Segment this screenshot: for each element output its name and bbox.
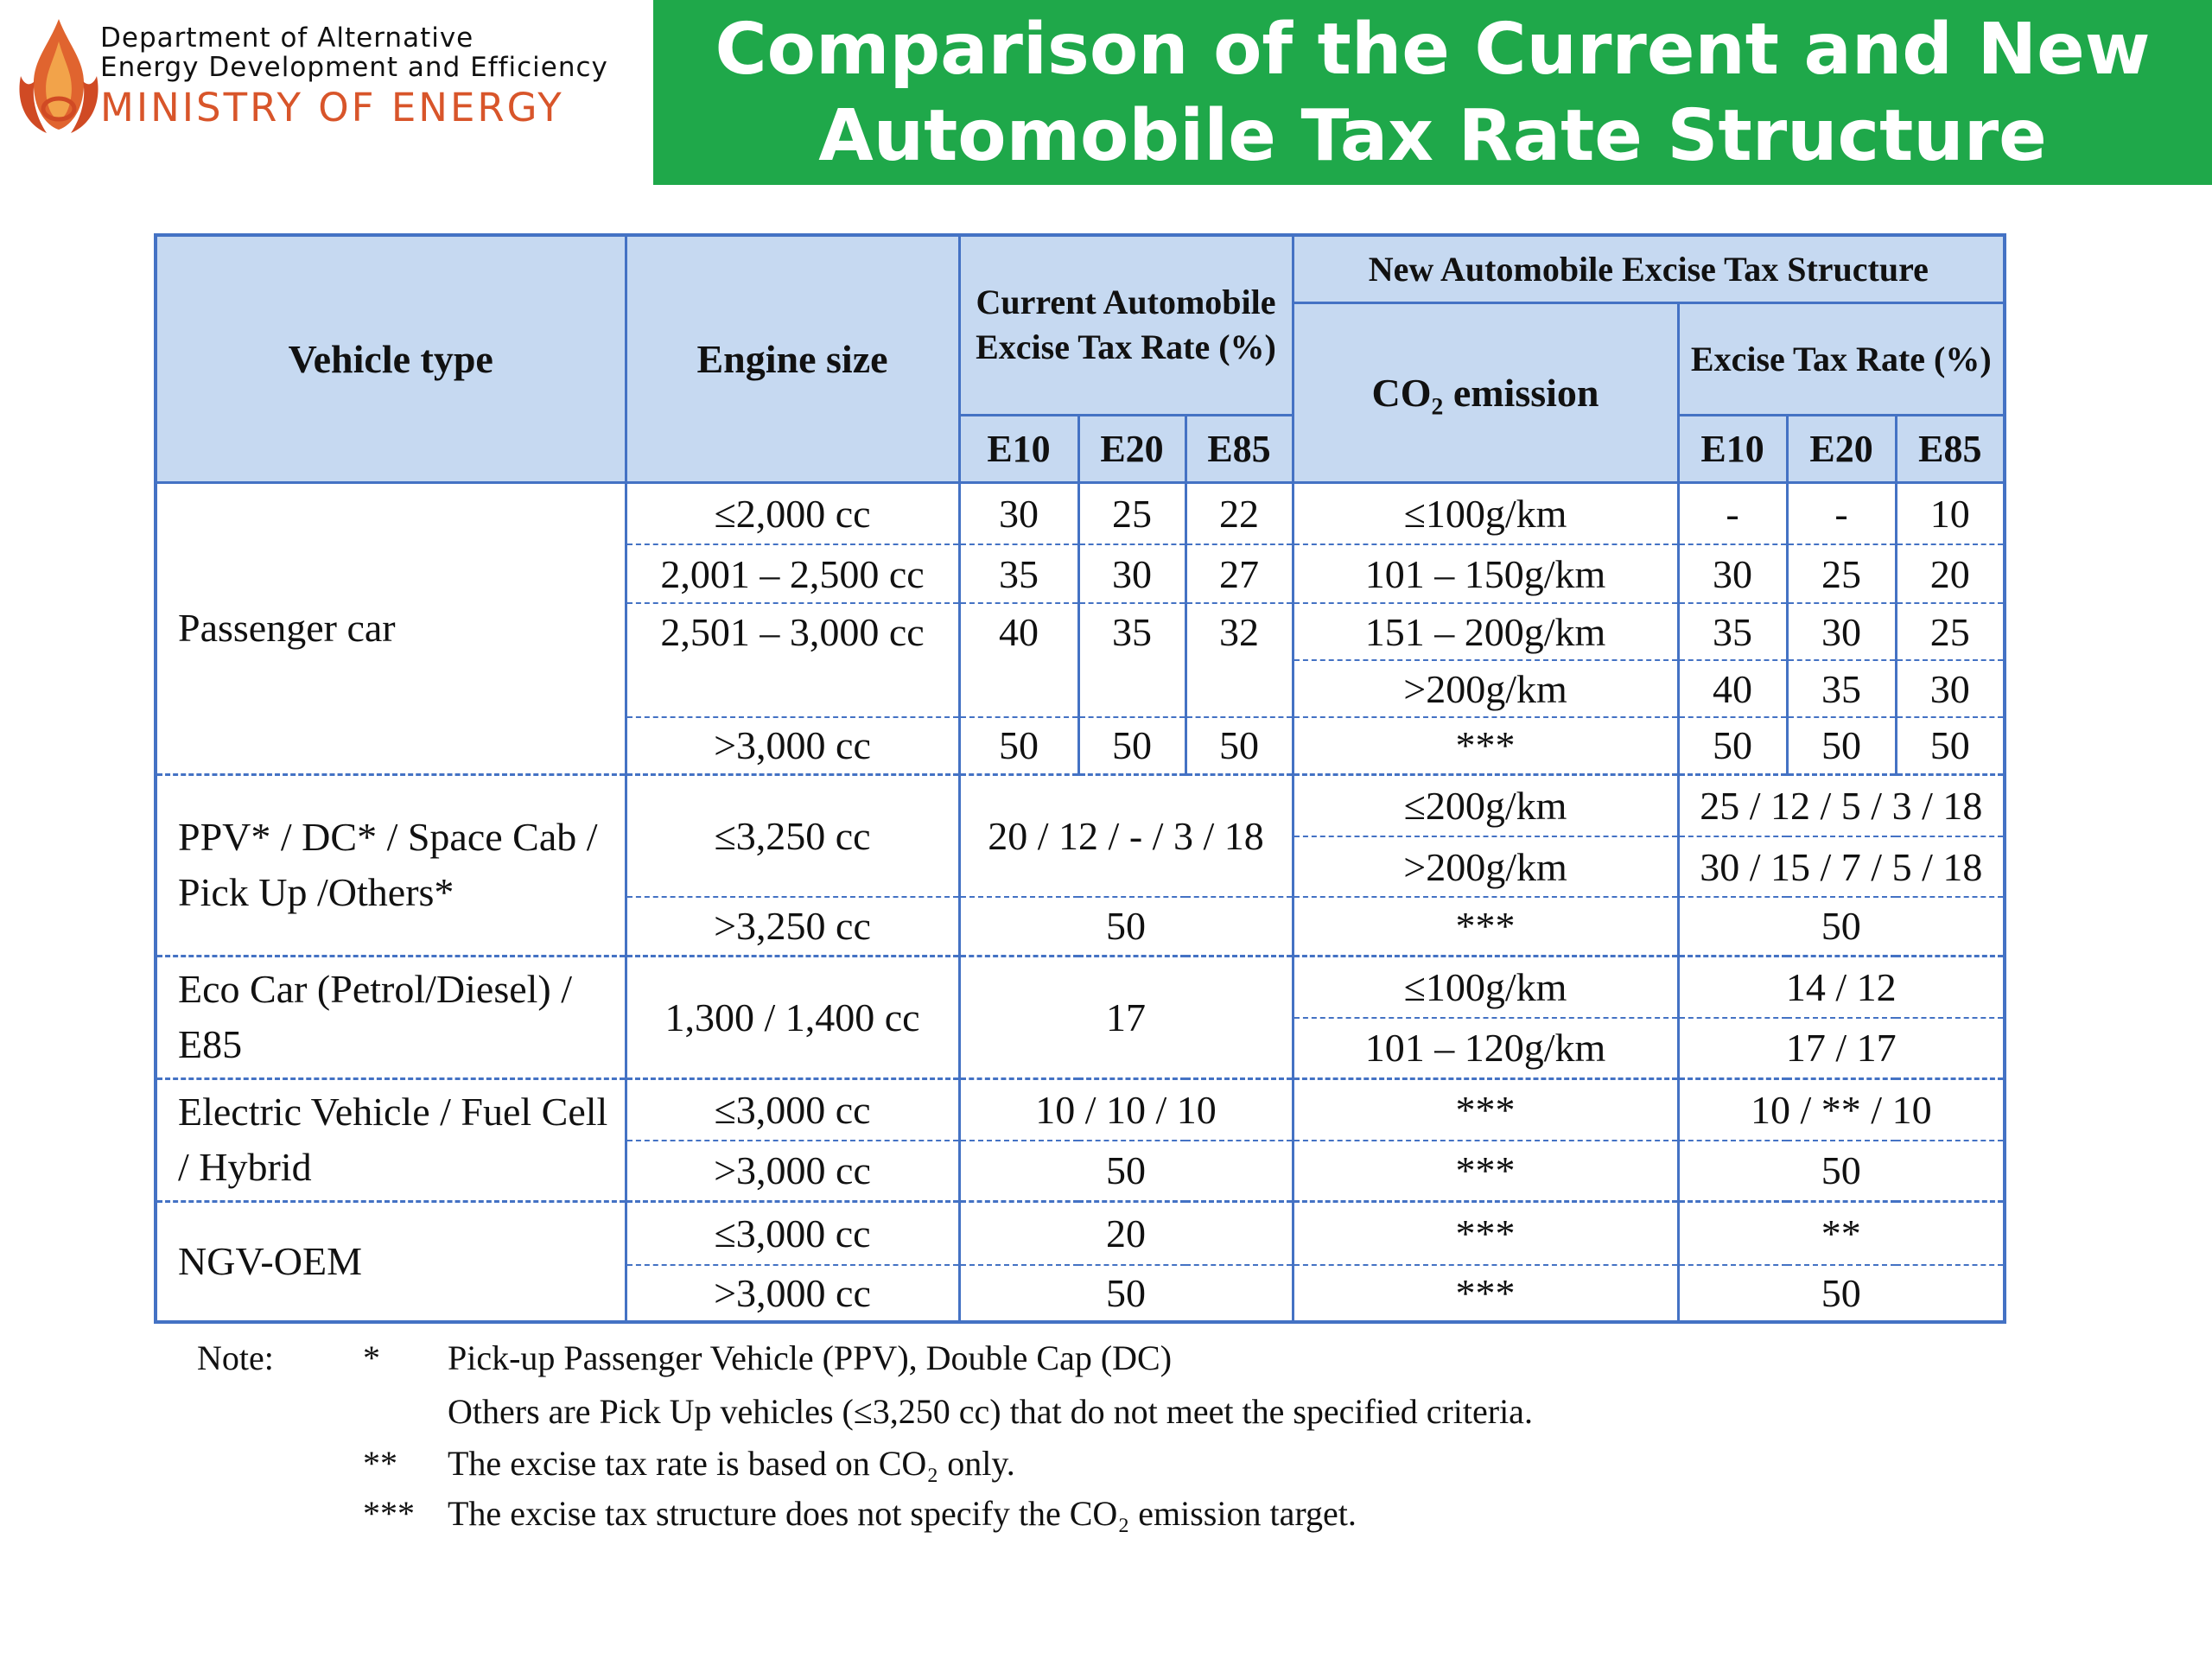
rate-cell: ** xyxy=(1678,1201,2005,1265)
rate-cell: 50 xyxy=(1185,717,1293,774)
rate-cell: 50 xyxy=(1787,717,1896,774)
rate-cell: 30 xyxy=(1787,603,1896,660)
table-row xyxy=(156,482,2005,544)
note-label: Note: xyxy=(197,1338,274,1377)
rate-cell: 40 xyxy=(1678,660,1787,717)
rate-cell: 35 xyxy=(1678,603,1787,660)
ministry-logo xyxy=(12,16,617,162)
rate-cell: 17 / 17 xyxy=(1678,1018,2005,1078)
vehicle-type-cell: Eco Car (Petrol/Diesel) / E85 xyxy=(156,956,626,1078)
co2-cell: ≤100g/km xyxy=(1293,956,1678,1018)
engine-size-cell: >3,250 cc xyxy=(626,897,959,956)
rate-cell: - xyxy=(1678,482,1787,544)
rate-cell: 20 xyxy=(1896,544,2005,603)
header-excise-rate: Excise Tax Rate (%) xyxy=(1678,302,2005,415)
rate-cell: 40 xyxy=(959,603,1078,660)
co2-cell: *** xyxy=(1293,1141,1678,1201)
rate-cell: 50 xyxy=(959,897,1293,956)
co2-cell: *** xyxy=(1293,1078,1678,1141)
co2-cell: 101 – 150g/km xyxy=(1293,544,1678,603)
table-row xyxy=(156,956,2005,1018)
header-e85: E85 xyxy=(1896,415,2005,482)
flame-icon xyxy=(12,16,105,145)
engine-size-cell: >3,000 cc xyxy=(626,1265,959,1322)
rate-cell: 25 xyxy=(1787,544,1896,603)
rate-cell: 35 xyxy=(1078,603,1185,660)
note-mark: ** xyxy=(363,1444,397,1483)
rate-cell: 50 xyxy=(1678,1141,2005,1201)
engine-size-cell: ≤2,000 cc xyxy=(626,482,959,544)
rate-cell: 10 / 10 / 10 xyxy=(959,1078,1293,1141)
note-text: Pick-up Passenger Vehicle (PPV), Double Cap (DC) xyxy=(448,1338,1173,1377)
rate-cell: 50 xyxy=(1078,717,1185,774)
rate-cell: 32 xyxy=(1185,603,1293,660)
note-text: Others are Pick Up vehicles (≤3,250 cc) that do not meet the specified criteria. xyxy=(448,1392,1533,1431)
rate-cell: 27 xyxy=(1185,544,1293,603)
vehicle-type-cell: Electric Vehicle / Fuel Cell / Hybrid xyxy=(156,1078,626,1201)
rate-cell: 10 / ** / 10 xyxy=(1678,1078,2005,1141)
note-text: The excise tax structure does not specify the CO₂ emission target. xyxy=(448,1494,1357,1533)
vehicle-type-cell: NGV-OEM xyxy=(156,1201,626,1322)
co2-cell: 151 – 200g/km xyxy=(1293,603,1678,660)
engine-size-cell: ≤3,000 cc xyxy=(626,1201,959,1265)
engine-size-cell: 2,001 – 2,500 cc xyxy=(626,544,959,603)
rate-cell: 50 xyxy=(1678,1265,2005,1322)
co2-cell: *** xyxy=(1293,1265,1678,1322)
header-e85: E85 xyxy=(1185,415,1293,482)
header-e10: E10 xyxy=(1678,415,1787,482)
engine-size-cell: ≤3,250 cc xyxy=(626,774,959,897)
rate-cell: 50 xyxy=(959,717,1078,774)
engine-size-cell: 1,300 / 1,400 cc xyxy=(626,956,959,1078)
header-engine-size: Engine size xyxy=(626,235,959,482)
rate-cell: 50 xyxy=(959,1265,1293,1322)
ministry-name: MINISTRY OF ENERGY xyxy=(100,85,564,130)
co2-cell: ≤200g/km xyxy=(1293,774,1678,836)
co2-cell: ≤100g/km xyxy=(1293,482,1678,544)
header-co2-emission: CO₂ emission xyxy=(1293,302,1678,482)
co2-cell: *** xyxy=(1293,1201,1678,1265)
co2-cell: 101 – 120g/km xyxy=(1293,1018,1678,1078)
rate-cell: 50 xyxy=(1678,717,1787,774)
rate-cell: 30 xyxy=(959,482,1078,544)
rate-cell: 10 xyxy=(1896,482,2005,544)
co2-cell: >200g/km xyxy=(1293,660,1678,717)
rate-cell: 30 / 15 / 7 / 5 / 18 xyxy=(1678,836,2005,897)
rate-cell: 14 / 12 xyxy=(1678,956,2005,1018)
rate-cell: 25 / 12 / 5 / 3 / 18 xyxy=(1678,774,2005,836)
rate-cell: 25 xyxy=(1078,482,1185,544)
empty-cell xyxy=(626,660,959,717)
co2-cell: *** xyxy=(1293,897,1678,956)
header-e20: E20 xyxy=(1078,415,1185,482)
header-e10: E10 xyxy=(959,415,1078,482)
tax-comparison-table xyxy=(154,233,2006,1324)
rate-cell: 30 xyxy=(1896,660,2005,717)
rate-cell: 22 xyxy=(1185,482,1293,544)
rate-cell: 35 xyxy=(959,544,1078,603)
header-e20: E20 xyxy=(1787,415,1896,482)
rate-cell: 30 xyxy=(1078,544,1185,603)
empty-cell xyxy=(1078,660,1185,717)
table-row xyxy=(156,1078,2005,1141)
empty-cell xyxy=(959,660,1078,717)
rate-cell: 50 xyxy=(1678,897,2005,956)
rate-cell: - xyxy=(1787,482,1896,544)
vehicle-type-cell: PPV* / DC* / Space Cab / Pick Up /Others* xyxy=(156,774,626,956)
table-row xyxy=(156,774,2005,836)
header-vehicle-type: Vehicle type xyxy=(156,235,626,482)
title-line-1: Comparison of the Current and New xyxy=(715,9,2151,91)
note-text: The excise tax rate is based on CO₂ only. xyxy=(448,1444,1015,1483)
rate-cell: 50 xyxy=(1896,717,2005,774)
rate-cell: 20 xyxy=(959,1201,1293,1265)
rate-cell: 17 xyxy=(959,956,1293,1078)
title-banner xyxy=(653,0,2212,185)
engine-size-cell: ≤3,000 cc xyxy=(626,1078,959,1141)
rate-cell: 25 xyxy=(1896,603,2005,660)
department-line-1: Department of Alternative xyxy=(100,22,474,54)
rate-cell: 50 xyxy=(959,1141,1293,1201)
note-mark: *** xyxy=(363,1494,415,1533)
co2-cell: >200g/km xyxy=(1293,836,1678,897)
department-line-2: Energy Development and Efficiency xyxy=(100,52,608,83)
rate-cell: 20 / 12 / - / 3 / 18 xyxy=(959,774,1293,897)
rate-cell: 35 xyxy=(1787,660,1896,717)
empty-cell xyxy=(1185,660,1293,717)
rate-cell: 30 xyxy=(1678,544,1787,603)
header-current-rate: Current Automobile Excise Tax Rate (%) xyxy=(959,235,1293,415)
co2-cell: *** xyxy=(1293,717,1678,774)
engine-size-cell: 2,501 – 3,000 cc xyxy=(626,603,959,660)
engine-size-cell: >3,000 cc xyxy=(626,717,959,774)
header-new-structure: New Automobile Excise Tax Structure xyxy=(1293,235,2005,302)
title-line-2: Automobile Tax Rate Structure xyxy=(818,95,2047,177)
vehicle-type-cell: Passenger car xyxy=(156,482,626,774)
table-row xyxy=(156,1201,2005,1265)
engine-size-cell: >3,000 cc xyxy=(626,1141,959,1201)
note-mark: * xyxy=(363,1338,380,1377)
